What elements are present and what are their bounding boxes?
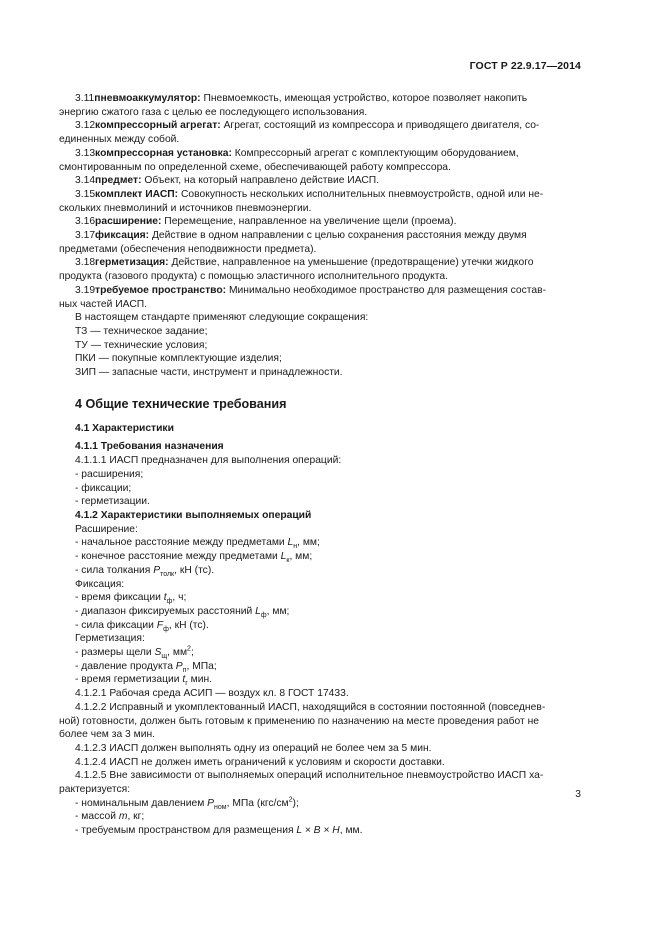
item-text: - время фиксации xyxy=(75,592,164,604)
item-subscript: ф xyxy=(166,598,173,606)
sealing-label xyxy=(59,632,581,646)
abbreviation-text: ТЗ — техническое задание; xyxy=(75,325,208,337)
definition-number: 3.19 xyxy=(75,284,96,296)
item-symbol: P xyxy=(207,797,215,809)
item-text-post: , мм. xyxy=(339,825,363,837)
item-subscript: ф xyxy=(163,625,169,633)
paragraph-text: более чем за 3 мин. xyxy=(59,729,156,741)
definition-continuation xyxy=(43,243,581,257)
page-number: 3 xyxy=(575,789,581,800)
definition-3-11 xyxy=(59,92,581,106)
definition-text-cont: единенных между собой. xyxy=(59,134,180,146)
definition-text: Компрессорный агрегат с комплектующим оборудованием, xyxy=(231,147,519,159)
item-text-end: ); xyxy=(292,797,299,809)
definition-text: Агрегат, состоящий из компрессора и приводящего двигателя, со- xyxy=(220,120,540,132)
document-header: ГОСТ Р 22.9.17—2014 xyxy=(469,60,581,72)
item-subscript: к xyxy=(286,557,290,565)
definition-term: герметизация: xyxy=(95,257,169,269)
paragraph-text: 4.1.2.2 Исправный и укомплектованный ИАСП, находящийся в состоянии постоянной (повседнев- xyxy=(75,701,546,713)
section-4-1-2-heading xyxy=(59,509,581,523)
definition-text-cont: продукта (газового продукта) с помощью эластичного исполнительного продукта. xyxy=(59,271,448,283)
sealing-item xyxy=(59,646,581,660)
paragraph-4-1-2-3 xyxy=(59,742,581,756)
definition-number: 3.14 xyxy=(75,175,96,187)
item-text: - давление продукта xyxy=(75,660,176,672)
definition-continuation xyxy=(43,202,581,216)
characteristic-item xyxy=(59,810,581,824)
paragraph-text: 4.1.2.1 Рабочая среда АСИП — воздух кл. 8 ГОСТ 17433. xyxy=(75,688,349,700)
item-text: - размеры щели xyxy=(75,647,155,659)
page-body xyxy=(59,92,581,838)
item-symbol: L xyxy=(255,605,261,617)
definition-continuation xyxy=(43,133,581,147)
item-text: - диапазон фиксируемых расстояний xyxy=(75,605,256,617)
sealing-item xyxy=(59,673,581,687)
abbreviation-text: ЗИП — запасные части, инструмент и принадлежности. xyxy=(75,367,343,379)
definition-term: расширение: xyxy=(95,216,162,228)
paragraph-continuation xyxy=(43,783,581,797)
expansion-item xyxy=(59,550,581,564)
definition-text: Перемещение, направленное на увеличение щели (проема). xyxy=(161,216,457,228)
definition-3-18 xyxy=(59,256,581,270)
fixation-item xyxy=(59,605,581,619)
definition-term: пневмоаккумулятор: xyxy=(94,93,201,104)
definition-text: Минимально необходимое пространство для размещения состав- xyxy=(226,284,547,296)
item-subscript: н xyxy=(293,543,298,551)
definition-text: Совокупность нескольких исполнительных пневмоустройств, одной или не- xyxy=(178,188,544,200)
definition-text: Объект, на который направлено действие ИАСП. xyxy=(141,175,380,187)
operation-item xyxy=(59,482,581,496)
item-subscript: толк xyxy=(160,570,175,578)
item-text-post: , МПа; xyxy=(186,660,217,672)
operation-text: - фиксации; xyxy=(75,482,132,494)
item-superscript: 2 xyxy=(288,796,293,804)
item-text: - начальное расстояние между предметами xyxy=(75,537,288,549)
definition-3-16 xyxy=(59,215,581,229)
characteristic-item xyxy=(59,824,581,838)
item-symbol: m xyxy=(118,811,128,823)
item-symbol: L × B × H xyxy=(296,825,340,837)
definition-continuation xyxy=(43,106,581,120)
paragraph-text: 4.1.2.3 ИАСП должен выполнять одну из операций не более чем за 5 мин. xyxy=(75,742,432,754)
label-text: Фиксация: xyxy=(75,578,125,590)
item-superscript: 2 xyxy=(187,645,191,653)
item-text-post: , ч; xyxy=(172,592,187,604)
definition-text-cont: смонтированным по определенной схеме, обеспечивающей работу компрессора. xyxy=(59,161,451,173)
definition-term: комплект ИАСП: xyxy=(95,188,179,200)
definition-text-cont: ных частей ИАСП. xyxy=(59,298,148,310)
spacer xyxy=(59,380,581,396)
sealing-item xyxy=(59,660,581,674)
paragraph-text: 4.1.1.1 ИАСП предназначен для выполнения операций: xyxy=(75,455,342,467)
paragraph-4-1-2-2 xyxy=(59,701,581,715)
expansion-label xyxy=(59,523,581,537)
section-4-1-title: 4.1 Характеристики xyxy=(75,422,174,434)
operation-item xyxy=(59,468,581,482)
definition-3-14 xyxy=(59,174,581,188)
section-4-1-2-title: 4.1.2 Характеристики выполняемых операций xyxy=(75,509,312,521)
abbreviation-item xyxy=(59,366,581,380)
paragraph-continuation xyxy=(43,715,581,729)
definition-number: 3.12 xyxy=(75,120,96,132)
definition-number: 3.18 xyxy=(75,257,96,269)
definition-text-cont: энергию сжатого газа с целью ее последующего использования. xyxy=(59,106,368,118)
definition-number: 3.16 xyxy=(75,216,96,228)
definition-3-12 xyxy=(59,119,581,133)
definition-number: 3.15 xyxy=(75,188,96,200)
section-4-title: 4 Общие технические требования xyxy=(75,396,287,411)
item-text: - время герметизации xyxy=(75,674,183,686)
abbreviation-item xyxy=(59,325,581,339)
item-text-post: , мм; xyxy=(289,551,313,563)
fixation-item xyxy=(59,591,581,605)
fixation-label xyxy=(59,578,581,592)
item-text: - номинальным давлением xyxy=(75,797,208,809)
abbreviation-item xyxy=(59,339,581,353)
definition-term: компрессорная установка: xyxy=(95,147,232,159)
definition-text-cont: скольких пневмолиний и источников пневмоэнергии. xyxy=(59,202,312,214)
item-text-post: , кг; xyxy=(127,811,145,823)
item-text: - сила фиксации xyxy=(75,619,157,631)
definition-number: 3.13 xyxy=(75,147,96,159)
section-4-1-1-title: 4.1.1 Требования назначения xyxy=(75,441,224,453)
item-symbol: S xyxy=(154,647,162,659)
paragraph-text: 4.1.2.5 Вне зависимости от выполняемых операций исполнительное пневмоустройство ИАСП ха- xyxy=(75,770,544,782)
definition-3-15 xyxy=(59,188,581,202)
item-subscript: щ xyxy=(161,653,168,661)
paragraph-text: рактеризуется: xyxy=(59,784,131,796)
section-4-1-1-heading xyxy=(59,440,581,454)
item-text-post: , кН (тс). xyxy=(174,564,215,576)
definition-term: предмет: xyxy=(95,175,142,187)
item-symbol: P xyxy=(175,660,183,672)
paragraph-4-1-2-5 xyxy=(59,769,581,783)
section-4-1-heading xyxy=(59,422,581,436)
item-text-post: , мм; xyxy=(266,605,290,617)
item-text-post: , МПа (кгс/см xyxy=(226,797,289,809)
definition-term: фиксация: xyxy=(95,230,150,242)
spacer xyxy=(59,412,581,422)
section-4-heading xyxy=(59,396,581,412)
abbreviation-text: ПКИ — покупные комплектующие изделия; xyxy=(75,353,282,365)
fixation-item xyxy=(59,619,581,633)
characteristic-item xyxy=(59,797,581,811)
definition-continuation xyxy=(43,270,581,284)
abbreviation-text: ТУ — технические условия; xyxy=(75,339,208,351)
label-text: Расширение: xyxy=(75,523,138,535)
definition-3-17 xyxy=(59,229,581,243)
item-subscript: г xyxy=(185,680,188,688)
definition-text: Действие, направленное на уменьшение (предотвращение) утечки жидкого xyxy=(168,257,534,269)
definition-continuation xyxy=(43,161,581,175)
item-text-post: мин. xyxy=(187,674,213,686)
paragraph-4-1-2-4 xyxy=(59,756,581,770)
definition-3-13 xyxy=(59,147,581,161)
item-text-post: , кН (тс). xyxy=(168,619,209,631)
definition-term: компрессорный агрегат: xyxy=(95,120,221,132)
operation-text: - расширения; xyxy=(75,468,144,480)
definition-term: требуемое пространство: xyxy=(95,284,227,296)
paragraph-4-1-1-1 xyxy=(59,454,581,468)
expansion-item xyxy=(59,564,581,578)
item-subscript: п xyxy=(182,666,187,674)
item-text: - массой xyxy=(75,811,119,823)
item-subscript: ном xyxy=(214,803,227,811)
paragraph-text: 4.1.2.4 ИАСП не должен иметь ограничений к условиям и скорости доставки. xyxy=(75,756,445,768)
paragraph-continuation xyxy=(43,728,581,742)
paragraph-text: ной) готовности, должен быть готовым к применению по назначению на месте проведения работ не xyxy=(59,715,540,727)
expansion-item xyxy=(59,536,581,550)
paragraph-4-1-2-1 xyxy=(59,687,581,701)
item-text-end: ; xyxy=(190,647,194,659)
definition-text: Действие в одном направлении с целью сохранения расстояния между двумя xyxy=(149,230,527,242)
definition-3-19 xyxy=(59,284,581,298)
item-symbol: t xyxy=(182,674,186,686)
item-subscript: ф xyxy=(260,611,267,619)
abbreviations-intro-text: В настоящем стандарте применяют следующие сокращения: xyxy=(75,312,369,324)
item-symbol: L xyxy=(287,537,294,549)
item-text-post: , мм xyxy=(167,647,188,659)
item-symbol: P xyxy=(153,564,161,576)
definition-text: Пневмоемкость, имеющая устройство, которое позволяет накопить xyxy=(200,93,528,104)
abbreviation-item xyxy=(59,352,581,366)
definition-continuation xyxy=(43,298,581,312)
item-text-post: , мм; xyxy=(297,537,320,549)
item-symbol: F xyxy=(156,619,164,631)
item-symbol: L xyxy=(280,551,287,563)
item-text: - сила толкания xyxy=(75,564,154,576)
label-text: Герметизация: xyxy=(75,633,145,645)
definition-text-cont: предметами (обеспечения неподвижности предмета). xyxy=(59,243,317,255)
operation-item xyxy=(59,495,581,509)
abbreviations-intro xyxy=(59,311,581,325)
item-text: - конечное расстояние между предметами xyxy=(75,551,281,563)
definition-number: 3.17 xyxy=(75,230,96,242)
item-symbol: t xyxy=(163,592,167,604)
operation-text: - герметизации. xyxy=(75,496,150,508)
definition-number: 3.11 xyxy=(75,93,95,104)
item-text: - требуемым пространством для размещения xyxy=(75,825,297,837)
